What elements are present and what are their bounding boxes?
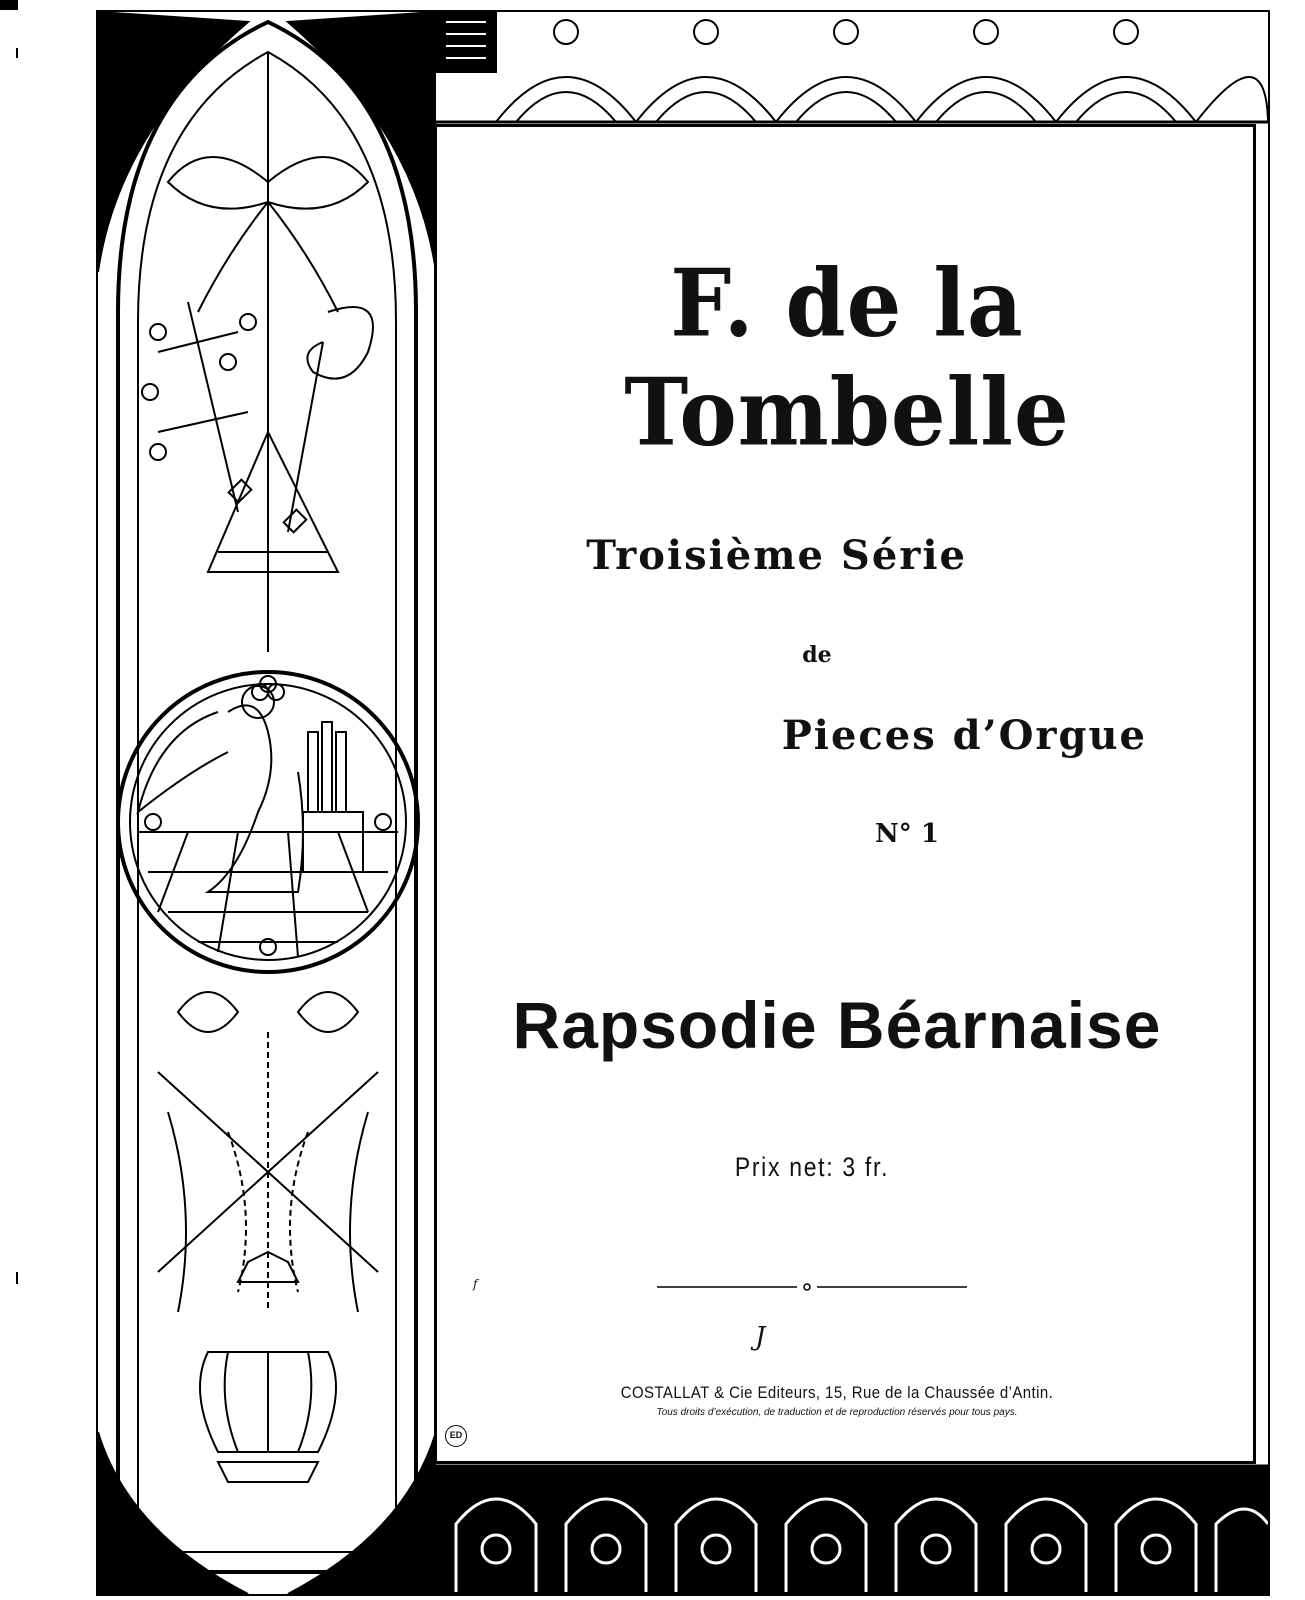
scan-corner-mark <box>0 0 18 10</box>
connector-word: de <box>802 642 832 668</box>
ornament-illustration <box>98 12 436 1594</box>
ornamental-column <box>98 12 436 1594</box>
title-panel <box>434 124 1256 1464</box>
ornamental-divider <box>657 1277 967 1297</box>
work-title: Rapsodie Béarnaise <box>512 988 1162 1062</box>
top-ornament-band <box>436 12 1268 124</box>
handwritten-mark: J <box>755 1322 766 1352</box>
publisher-seal-icon: ED <box>445 1425 467 1447</box>
rights-notice: Tous droits d’exécution, de traduction et de reproduction réservés pour tous pays. <box>656 1407 1018 1418</box>
arch-pattern-bottom <box>436 1464 1268 1594</box>
piece-number: N° 1 <box>875 819 939 849</box>
price-label: Prix net: 3 fr. <box>734 1152 890 1182</box>
fan-pattern-top <box>436 12 1268 124</box>
composer-name: F. de la Tombelle <box>624 248 1070 468</box>
bottom-ornament-band <box>436 1464 1268 1594</box>
small-mark: f <box>473 1277 478 1291</box>
collection-title: Pieces d’Orgue <box>781 712 1147 759</box>
publisher-line: COSTALLAT & Cie Editeurs, 15, Rue de la Chaussée d’Antin. <box>620 1383 1054 1402</box>
scan-mark <box>16 48 18 58</box>
scan-mark <box>16 1272 18 1284</box>
series-label: Troisième Série <box>586 532 967 579</box>
